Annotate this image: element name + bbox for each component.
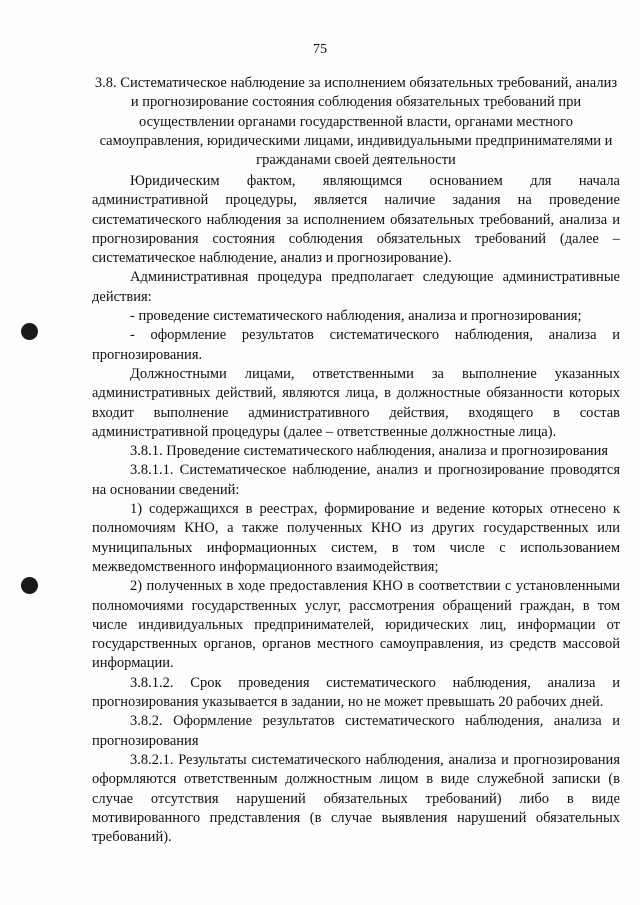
subsection-heading: 3.8.2. Оформление результатов систематического наблюдения, анализа и прогнозирования — [92, 713, 620, 749]
section-heading: 3.8. Систематическое наблюдение за исполнением обязательных требований, анализ и прогнозирование состояния соблюдения обязательных требований при осуществлении органами государственной власти, органами местного самоуправления, юридическими лицами, индивидуальными предпринимателями и гражданами своей деятельности — [94, 75, 618, 169]
paragraph: 3.8.1.1. Систематическое наблюдение, анализ и прогнозирование проводятся на основании сведений: — [92, 462, 620, 498]
punch-hole-top — [21, 323, 38, 340]
list-item: - проведение систематического наблюдения, анализа и прогнозирования; — [130, 308, 582, 325]
subsection-heading: 3.8.1. Проведение систематического наблюдения, анализа и прогнозирования — [130, 443, 609, 460]
paragraph: 3.8.2.1. Результаты систематического наблюдения, анализа и прогнозирования оформляются ответственным должностным лицом в виде служебной записки (в случае отсутствия нарушений обязательных требований) либо в виде мотивированного представления (в случае выявления нарушений обязательных требований). — [92, 751, 620, 846]
paragraph: 3.8.1.2. Срок проведения систематического наблюдения, анализа и прогнозирования указывается в задании, но не может превышать 20 рабочих дней. — [92, 674, 620, 711]
paragraph: Должностными лицами, ответственными за выполнение указанных административных действий, являются лица, в должностные обязанности которых входит выполнение административного действия, входящего в состав административной процедуры (далее – ответственные должностные лица). — [92, 365, 620, 440]
document-body — [92, 172, 620, 847]
punch-hole-bottom — [21, 577, 38, 594]
paragraph: Юридическим фактом, являющимся основанием для начала административной процедуры, является наличие задания на проведение систематического наблюдения за исполнением обязательных требований, анализа и прогнозирования состояния соблюдения обязательных требований (далее – систематическое наблюдение, анализ и прогнозирование). — [92, 173, 620, 267]
paragraph: Административная процедура предполагает следующие административные действия: — [92, 269, 620, 305]
list-item: - оформление результатов систематического наблюдения, анализа и прогнозирования. — [92, 327, 620, 363]
page-number: 75 — [313, 42, 327, 57]
list-item: 1) содержащихся в реестрах, формирование и ведение которых отнесено к полномочиям КНО, а также полученных КНО из других государственных или муниципальных информационных систем, в том числе с использованием межведомственного информационного взаимодействия; — [92, 501, 620, 575]
list-item: 2) полученных в ходе предоставления КНО в соответствии с установленными полномочиями государственных услуг, рассмотрения обращений граждан, в том числе индивидуальных предпринимателей, юридических лиц, информации от государственных органов, органов местного самоуправления, из средств массовой информации. — [92, 578, 620, 672]
